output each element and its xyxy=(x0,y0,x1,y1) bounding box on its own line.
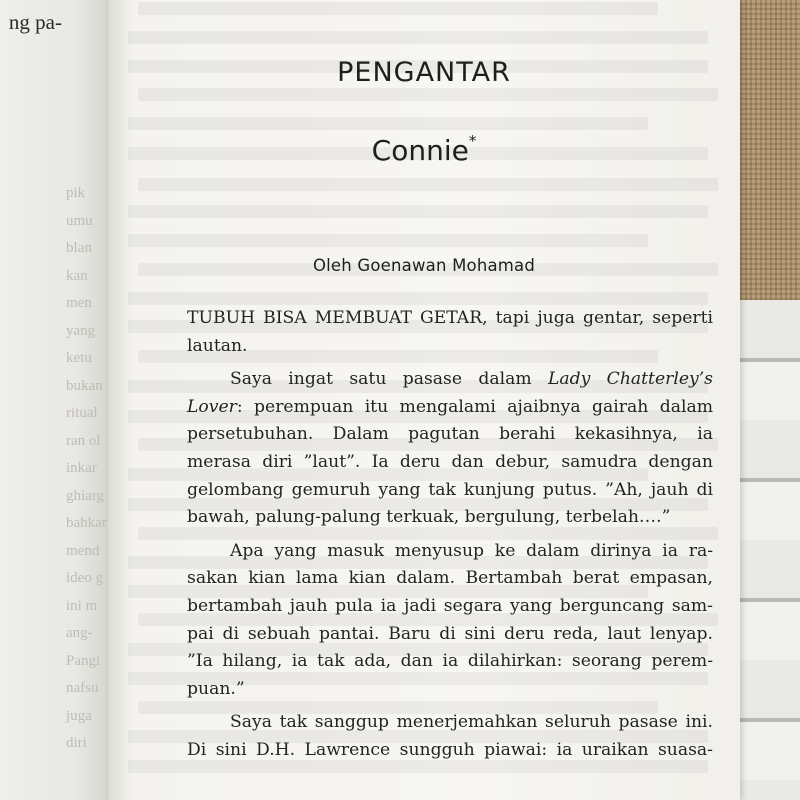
burlap-cloth-background xyxy=(730,0,800,315)
author-byline: Oleh Goenawan Mohamad xyxy=(312,256,536,275)
text-line xyxy=(187,421,713,449)
line-text: lautan. xyxy=(187,335,248,356)
italic-title-text: Lover xyxy=(187,396,237,417)
line-text: pai di sebuah pantai. Baru di sini deru reda, laut lenyap. xyxy=(187,623,713,644)
text-line xyxy=(187,305,713,333)
body-text xyxy=(187,305,713,765)
left-page-fragment: blan xyxy=(66,240,92,256)
chapter-title xyxy=(108,134,740,167)
left-page-fragment: pik xyxy=(66,185,86,201)
left-page-fragment: ini m xyxy=(66,597,98,614)
left-page xyxy=(0,0,108,800)
show-through-line xyxy=(128,31,708,44)
show-through-line xyxy=(128,205,708,218)
show-through-line xyxy=(128,234,648,247)
text-line xyxy=(187,394,713,422)
line-text: : perempuan itu mengalami ajaibnya gairah dalam xyxy=(236,396,713,417)
left-page-fragment: diri xyxy=(66,735,87,751)
section-label: PENGANTAR xyxy=(337,57,511,88)
line-text: ”Ia hilang, ia tak ada, dan ia dilahirkan: seorang perem- xyxy=(187,651,713,672)
text-line xyxy=(187,333,713,361)
text-line xyxy=(187,648,713,676)
book-page xyxy=(108,0,740,800)
left-page-fragment: nafsu xyxy=(66,680,99,696)
text-line xyxy=(187,477,713,505)
left-page-fragment: kan xyxy=(66,267,88,284)
wooden-plank-background xyxy=(730,300,800,800)
left-page-fragment: umu xyxy=(66,212,93,229)
line-text: bawah, palung-palung terkuak, bergulung, terbelah….” xyxy=(187,507,671,528)
chapter-title-text: Connie xyxy=(371,134,469,167)
left-page-fragment: ketu xyxy=(66,350,92,366)
left-page-fragment: ideo g xyxy=(66,570,104,586)
left-page-fragment: ritual xyxy=(66,405,98,421)
line-text: TUBUH BISA MEMBUAT GETAR, tapi juga gentar, seperti xyxy=(187,308,713,328)
line-text: Di sini D.H. Lawrence sungguh piawai: ia uraikan suasa- xyxy=(187,739,713,760)
left-page-fragment: bahkar xyxy=(66,515,107,531)
text-line xyxy=(187,366,713,394)
text-line xyxy=(187,737,713,765)
line-text: merasa diri ”laut”. Ia deru dan debur, samudra dengan xyxy=(187,451,713,472)
show-through-line xyxy=(138,178,718,191)
paragraph xyxy=(187,709,713,764)
text-line xyxy=(187,593,713,621)
show-through-line xyxy=(128,117,648,130)
show-through-line xyxy=(138,88,718,101)
line-text: Saya ingat satu pasase dalam xyxy=(230,369,548,390)
text-line xyxy=(187,676,713,704)
left-page-fragment: ghiarg xyxy=(66,487,105,504)
line-text: sakan kian lama kian dalam. Bertambah berat empasan, xyxy=(187,568,713,589)
text-line xyxy=(187,621,713,649)
italic-title-text: Lady Chatterley’s xyxy=(547,369,713,390)
left-page-fragment: ang- xyxy=(66,625,93,641)
show-through-line xyxy=(138,2,658,15)
left-page-fragment: men xyxy=(66,295,92,311)
line-text: puan.” xyxy=(187,678,245,699)
text-line xyxy=(187,449,713,477)
paragraph xyxy=(187,366,713,532)
paragraph xyxy=(187,305,713,360)
show-through-line xyxy=(128,292,708,305)
left-page-fragment: bukan xyxy=(66,377,103,394)
left-page-fragment: juga xyxy=(66,707,92,724)
left-page-fragment: inkar xyxy=(66,460,97,476)
line-text: Saya tak sanggup menerjemahkan seluruh pasase ini. xyxy=(230,712,713,733)
text-line xyxy=(187,504,713,532)
text-line xyxy=(187,709,713,737)
line-text: bertambah jauh pula ia jadi segara yang berguncang sam- xyxy=(187,595,713,616)
text-line xyxy=(187,538,713,566)
left-page-fragment: ran ol xyxy=(66,432,101,449)
left-page-text-fragment: ng pa- xyxy=(8,10,62,34)
left-page-fragment: mend xyxy=(66,542,100,559)
paragraph xyxy=(187,538,713,704)
left-page-fragment: yang xyxy=(66,322,96,339)
line-text: persetubuhan. Dalam pagutan berahi kekasihnya, ia xyxy=(187,424,713,445)
text-line xyxy=(187,565,713,593)
line-text: Apa yang masuk menyusup ke dalam dirinya ia ra- xyxy=(230,540,713,561)
footnote-mark: * xyxy=(468,132,477,150)
left-page-fragment: Pangi xyxy=(66,652,101,669)
line-text: gelombang gemuruh yang tak kunjung putus. ”Ah, jauh di xyxy=(187,479,713,500)
